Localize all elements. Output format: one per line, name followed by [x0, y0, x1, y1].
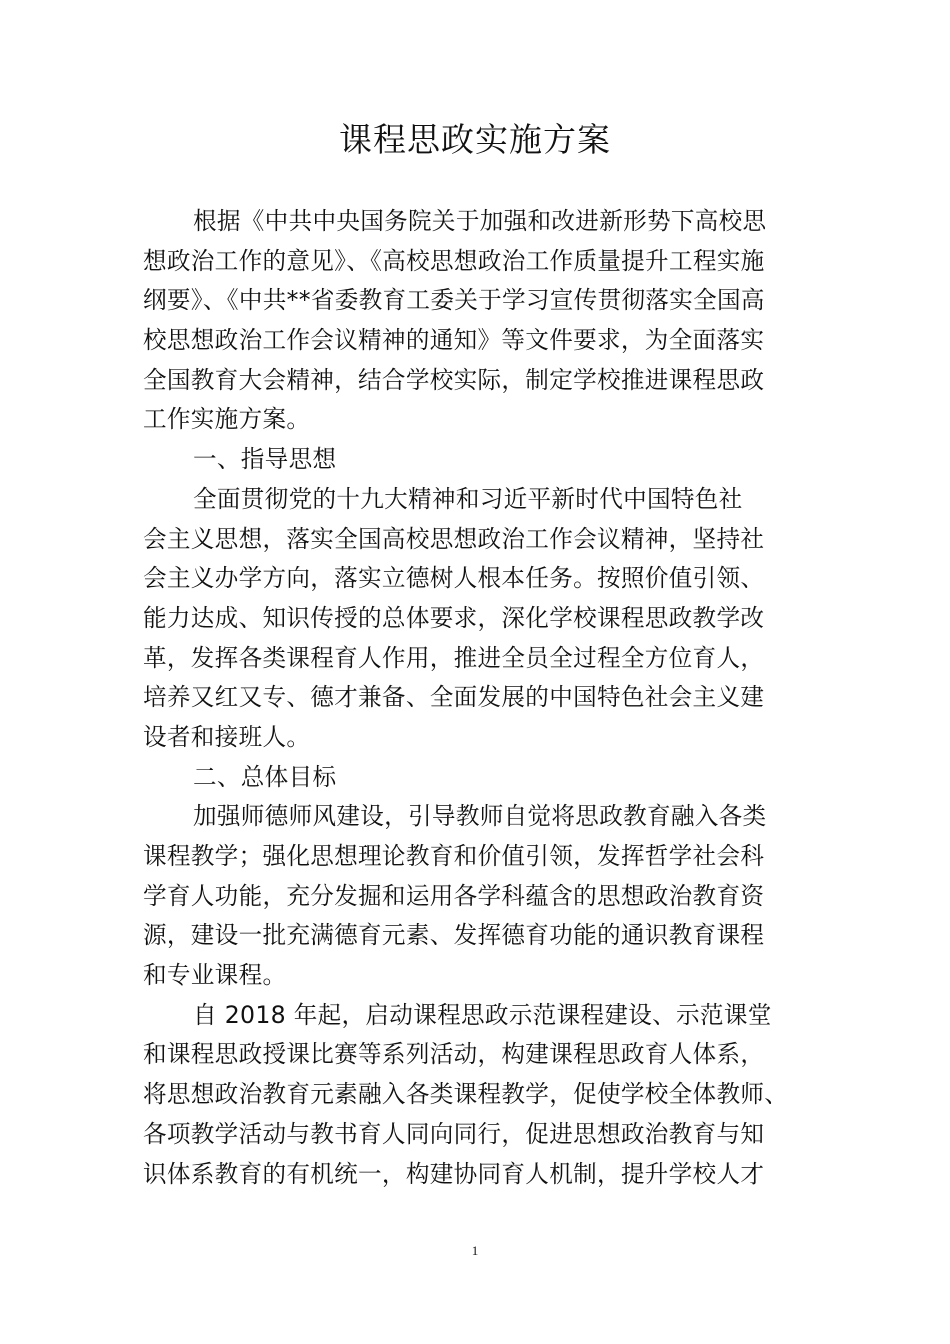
paragraph-2-line-3: 会主义办学方向，落实立德树人根本任务。按照价值引领、 — [143, 564, 765, 593]
paragraph-4-line-1: 自 2018 年起，启动课程思政示范课程建设、示范课堂 — [193, 1000, 772, 1029]
paragraph-3-line-5: 和专业课程。 — [143, 961, 287, 990]
paragraph-1-line-5: 全国教育大会精神，结合学校实际，制定学校推进课程思政 — [143, 365, 765, 394]
document-title: 课程思政实施方案 — [339, 120, 611, 159]
paragraph-4-line-4: 各项教学活动与教书育人同向同行，促进思想政治教育与知 — [143, 1119, 765, 1148]
paragraph-2-line-5: 革，发挥各类课程育人作用，推进全员全过程全方位育人， — [143, 643, 765, 672]
paragraph-3-line-1: 加强师德师风建设，引导教师自觉将思政教育融入各类 — [193, 802, 767, 831]
paragraph-4-line-2: 和课程思政授课比赛等系列活动，构建课程思政育人体系， — [143, 1040, 765, 1069]
paragraph-2-line-1: 全面贯彻党的十九大精神和习近平新时代中国特色社 — [193, 484, 743, 513]
paragraph-3-line-4: 源，建设一批充满德育元素、发挥德育功能的通识教育课程 — [143, 921, 765, 950]
section-heading-guiding-thought: 一、指导思想 — [193, 445, 337, 474]
paragraph-2-line-4: 能力达成、知识传授的总体要求，深化学校课程思政教学改 — [143, 603, 765, 632]
paragraph-1-line-4: 校思想政治工作会议精神的通知》等文件要求，为全面落实 — [143, 326, 765, 355]
paragraph-1-line-1: 根据《中共中央国务院关于加强和改进新形势下高校思 — [193, 207, 767, 235]
paragraph-4-line-3: 将思想政治教育元素融入各类课程教学，促使学校全体教师、 — [143, 1080, 789, 1109]
paragraph-2-line-2: 会主义思想，落实全国高校思想政治工作会议精神，坚持社 — [143, 524, 765, 553]
paragraph-1-line-2: 想政治工作的意见》、《高校思想政治工作质量提升工程实施 — [143, 246, 765, 275]
document-body — [143, 202, 809, 1194]
paragraph-1-line-6: 工作实施方案。 — [143, 405, 311, 434]
paragraph-2-line-7: 设者和接班人。 — [143, 722, 311, 751]
page-number: 1 — [471, 1243, 479, 1258]
paragraph-2-line-6: 培养又红又专、德才兼备、全面发展的中国特色社会主义建 — [143, 683, 765, 712]
section-heading-overall-goals: 二、总体目标 — [193, 762, 337, 791]
paragraph-1-line-3: 纲要》、《中共**省委教育工委关于学习宣传贯彻落实全国高 — [143, 286, 765, 315]
paragraph-3-line-3: 学育人功能，充分发掘和运用各学科蕴含的思想政治教育资 — [143, 881, 765, 910]
paragraph-3-line-2: 课程教学；强化思想理论教育和价值引领，发挥哲学社会科 — [143, 842, 765, 870]
paragraph-4-line-5: 识体系教育的有机统一，构建协同育人机制，提升学校人才 — [143, 1159, 765, 1188]
